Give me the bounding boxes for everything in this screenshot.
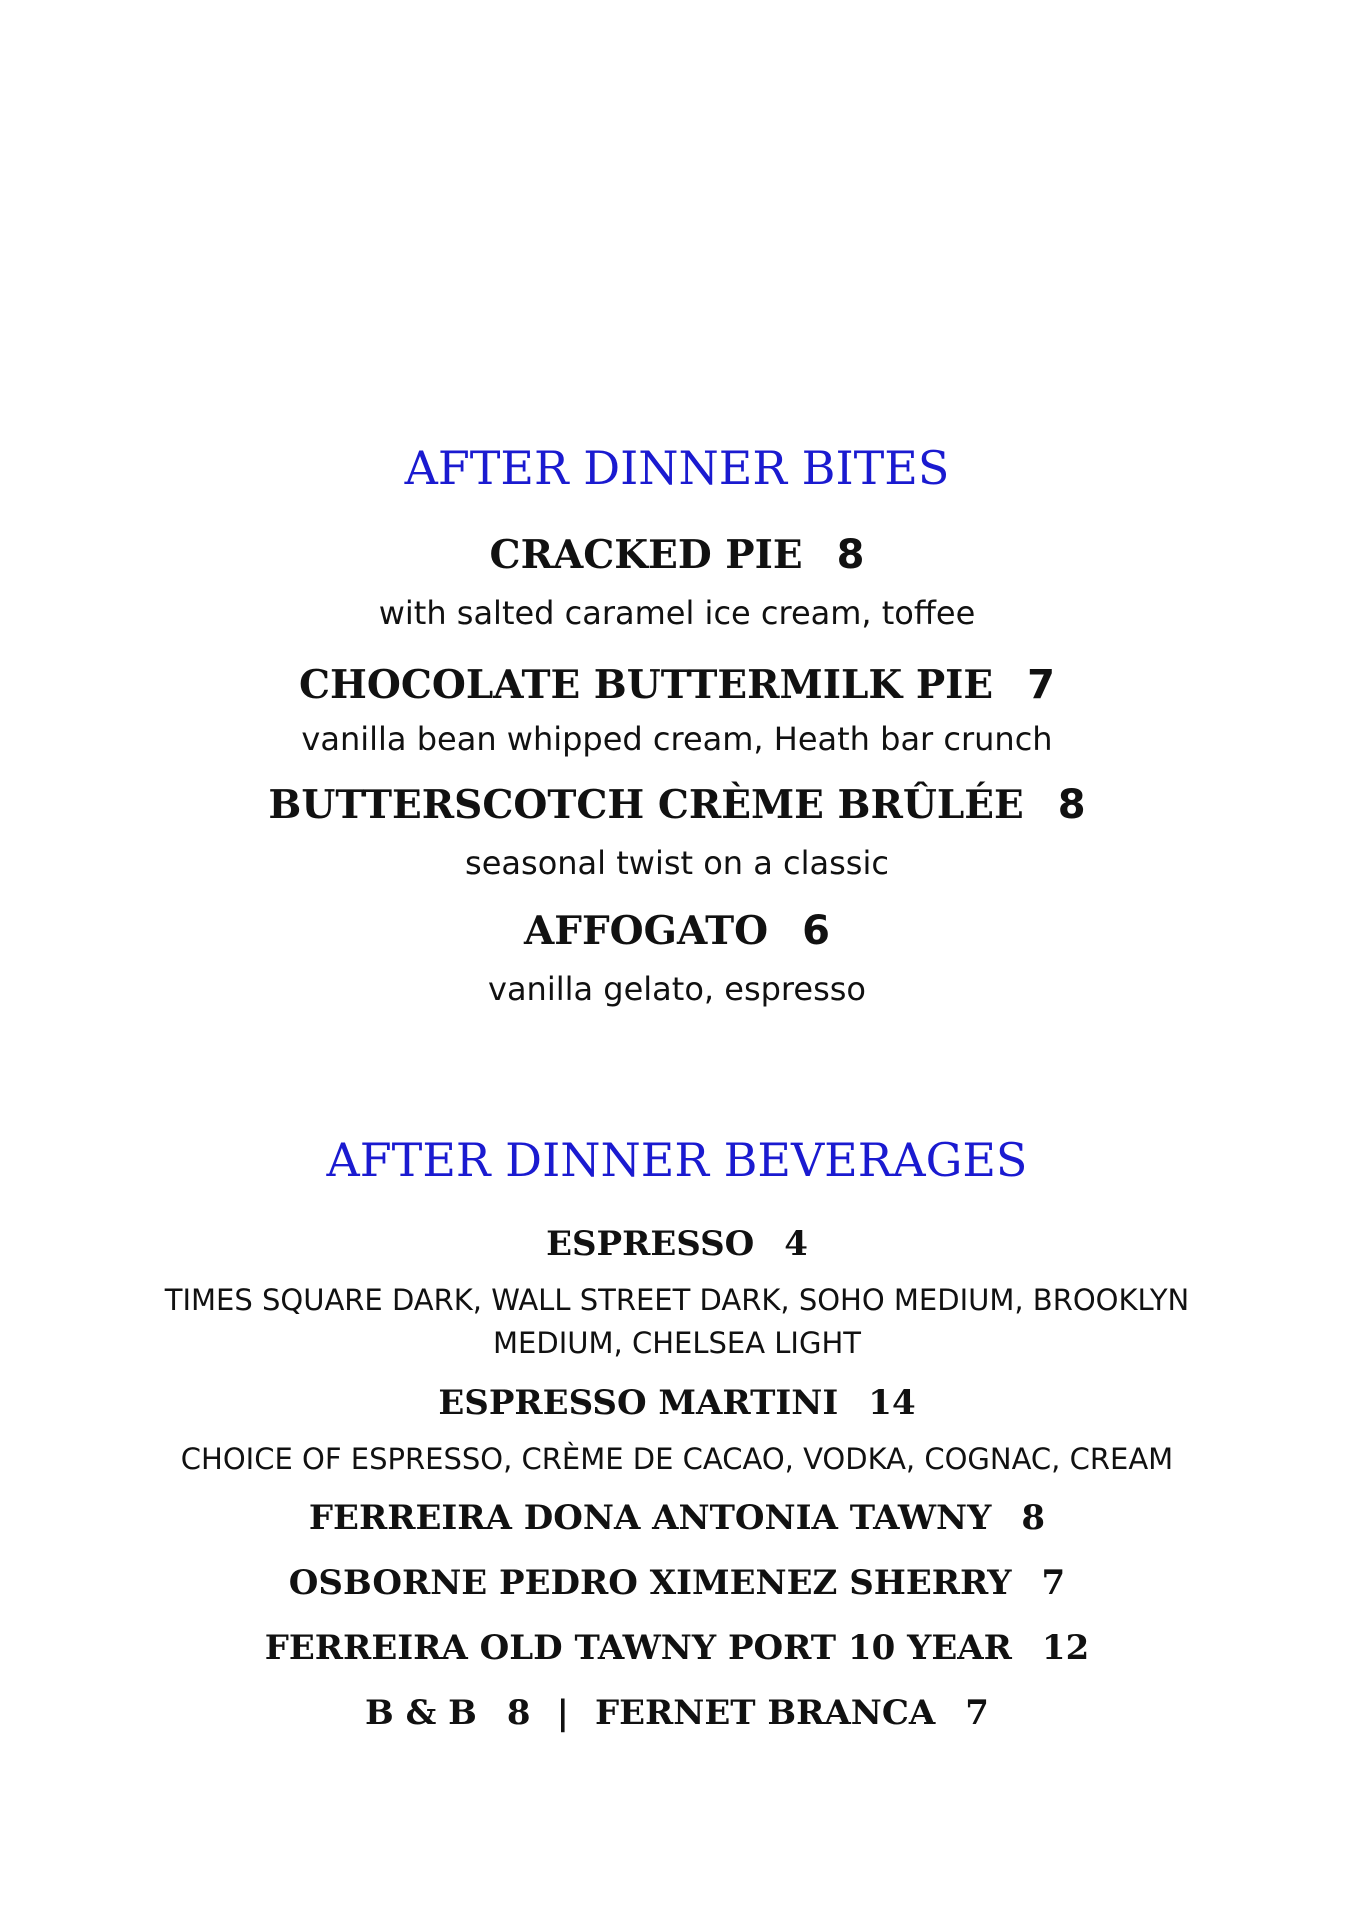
beverage-item <box>0 1563 1354 1603</box>
beverage-item-espresso-martini <box>0 1383 1354 1423</box>
beverage-price: 8 <box>1021 1498 1046 1538</box>
beverage-name: B & B <box>365 1693 477 1733</box>
item-price: 8 <box>1057 782 1086 828</box>
beverage-item <box>0 1628 1354 1668</box>
beverage-price: 8 <box>506 1693 531 1733</box>
bites-section-title: AFTER DINNER BITES <box>404 441 950 495</box>
item-name: BUTTERSCOTCH CRÈME BRÛLÉE <box>268 782 1024 828</box>
item-price: 8 <box>836 532 865 578</box>
item-name: CHOCOLATE BUTTERMILK PIE <box>299 662 994 708</box>
beverage-item-combined <box>0 1693 1354 1733</box>
item-description: vanilla bean whipped cream, Heath bar crunch <box>301 720 1053 758</box>
bite-item-butterscotch-creme-brulee <box>0 782 1354 828</box>
item-price: 6 <box>802 908 830 954</box>
item-price: 7 <box>1027 662 1055 708</box>
beverage-price: 14 <box>868 1383 916 1423</box>
beverage-name: OSBORNE PEDRO XIMENEZ SHERRY <box>288 1563 1012 1603</box>
beverage-name: FERREIRA DONA ANTONIA TAWNY <box>308 1498 992 1538</box>
beverage-item-espresso <box>0 1224 1354 1264</box>
beverage-price: 7 <box>965 1693 989 1733</box>
bite-item-chocolate-buttermilk-pie <box>0 662 1354 708</box>
beverage-name: FERREIRA OLD TAWNY PORT 10 YEAR <box>264 1628 1012 1668</box>
item-description: seasonal twist on a classic <box>465 844 889 882</box>
beverage-description-line: TIMES SQUARE DARK, WALL STREET DARK, SOHO MEDIUM, BROOKLYN <box>164 1283 1190 1317</box>
bite-item-affogato <box>0 908 1354 954</box>
beverage-description: CHOICE OF ESPRESSO, CRÈME DE CACAO, VODKA, COGNAC, CREAM <box>180 1442 1174 1476</box>
beverage-name: ESPRESSO <box>546 1224 755 1264</box>
beverage-price: 7 <box>1041 1563 1066 1603</box>
beverage-item <box>0 1498 1354 1538</box>
separator: | <box>556 1693 569 1733</box>
item-description: with salted caramel ice cream, toffee <box>378 594 976 632</box>
beverage-description-line: MEDIUM, CHELSEA LIGHT <box>493 1326 861 1360</box>
beverages-section-title: AFTER DINNER BEVERAGES <box>326 1133 1028 1187</box>
item-description: vanilla gelato, espresso <box>488 970 866 1008</box>
beverage-name: FERNET BRANCA <box>594 1693 936 1733</box>
beverage-name: ESPRESSO MARTINI <box>438 1383 839 1423</box>
item-name: CRACKED PIE <box>489 532 803 578</box>
beverage-price: 12 <box>1041 1628 1090 1668</box>
bite-item-cracked-pie <box>0 532 1354 578</box>
item-name: AFFOGATO <box>524 908 769 954</box>
beverage-price: 4 <box>784 1224 808 1264</box>
